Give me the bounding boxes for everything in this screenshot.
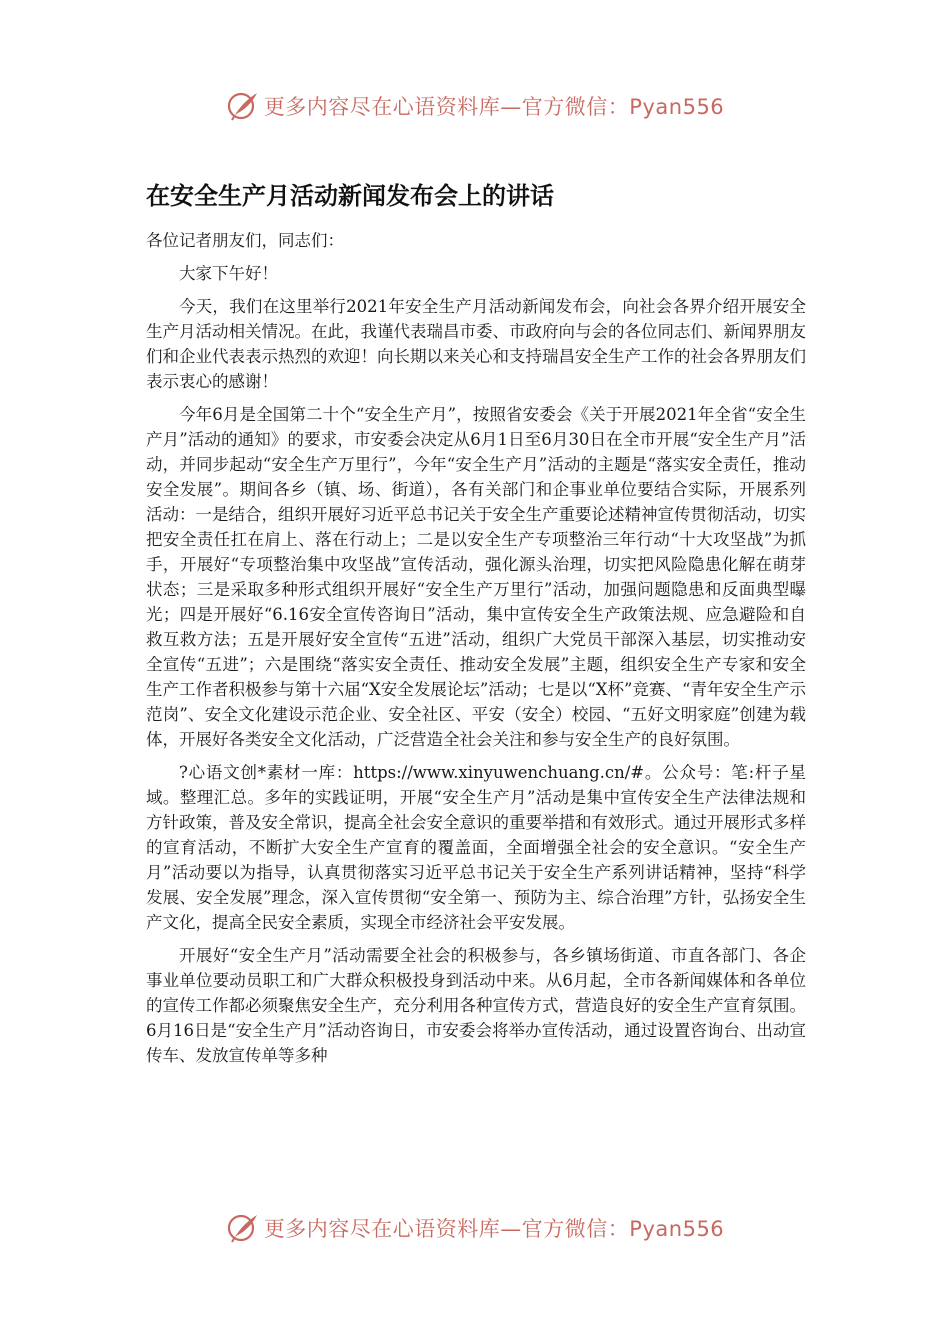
salutation: 各位记者朋友们，同志们： [146,231,344,250]
watermark-text: 更多内容尽在心语资料库—官方微信：Pyan556 [263,1217,725,1241]
greeting: 大家下午好！ [179,264,278,283]
pen-feather-logo-icon [226,89,260,123]
document-title: 在安全生产月活动新闻发布会上的讲话 [146,182,554,210]
document-body [146,228,806,1076]
watermark-banner-top [0,86,950,126]
watermark-text: 更多内容尽在心语资料库—官方微信：Pyan556 [263,95,725,119]
paragraph-participation: 开展好“安全生产月”活动需要全社会的积极参与，各乡镇场街道、市直各部门、各企事业单位要动员职工和广大群众积极投身到活动中来。从6月起，全市各新闻媒体和各单位的宣传工作都必须聚焦安全生产，充分利用各种宣传方式，营造良好的安全生产宣育氛围。6月16日是“安全生产月”活动咨询日，市安委会将举办宣传活动，通过设置咨询台、出动宣传车、发放宣传单等多种 [146,946,806,1065]
paragraph-intro: 今天，我们在这里举行2021年安全生产月活动新闻发布会，向社会各界介绍开展安全生产月活动相关情况。在此，我谨代表瑞昌市委、市政府向与会的各位同志们、新闻界朋友们和企业代表表示热烈的欢迎！向长期以来关心和支持瑞昌安全生产工作的社会各界朋友们表示衷心的感谢！ [146,297,806,391]
watermark-banner-bottom [0,1208,950,1248]
paragraph-practice: ?心语文创*素材一库：https://www.xinyuwenchuang.cn/#。公众号：笔:杆子星域。整理汇总。多年的实践证明，开展“安全生产月”活动是集中宣传安全生产法律法规和方针政策，普及安全常识，提高全社会安全意识的重要举措和有效形式。通过开展形式多样的宣育活动，不断扩大安全生产宣育的覆盖面，全面增强全社会的安全意识。“安全生产月”活动要以为指导，认真贯彻落实习近平总书记关于安全生产系列讲话精神，坚持“科学发展、安全发展”理念，深入宣传贯彻“安全第一、预防为主、综合治理”方针，弘扬安全生产文化，提高全民安全素质，实现全市经济社会平安发展。 [146,763,806,932]
paragraph-activities: 今年6月是全国第二十个“安全生产月”，按照省安委会《关于开展2021年全省“安全生产月”活动的通知》的要求，市安委会决定从6月1日至6月30日在全市开展“安全生产月”活动，并同步起动“安全生产万里行”，今年“安全生产月”活动的主题是“落实安全责任，推动安全发展”。期间各乡（镇、场、街道），各有关部门和企事业单位要结合实际，开展系列活动：一是结合，组织开展好习近平总书记关于安全生产重要论述精神宣传贯彻活动，切实把安全责任扛在肩上、落在行动上；二是以安全生产专项整治三年行动“十大攻坚战”为抓手，开展好“专项整治集中攻坚战”宣传活动，强化源头治理，切实把风险隐患化解在萌芽状态；三是采取多种形式组织开展好“安全生产万里行”活动，加强问题隐患和反面典型曝光；四是开展好“6.16安全宣传咨询日”活动，集中宣传安全生产政策法规、应急避险和自救互救方法；五是开展好安全宣传“五进”活动，组织广大党员干部深入基层，切实推动安全宣传“五进”；六是围绕“落实安全责任、推动安全发展”主题，组织安全生产专家和安全生产工作者积极参与第十六届“X安全发展论坛”活动；七是以“X杯”竞赛、“青年安全生产示范岗”、安全文化建设示范企业、安全社区、平安（安全）校园、“五好文明家庭”创建为载体，开展好各类安全文化活动，广泛营造全社会关注和参与安全生产的良好氛围。 [146,405,806,749]
pen-feather-logo-icon [226,1211,260,1245]
